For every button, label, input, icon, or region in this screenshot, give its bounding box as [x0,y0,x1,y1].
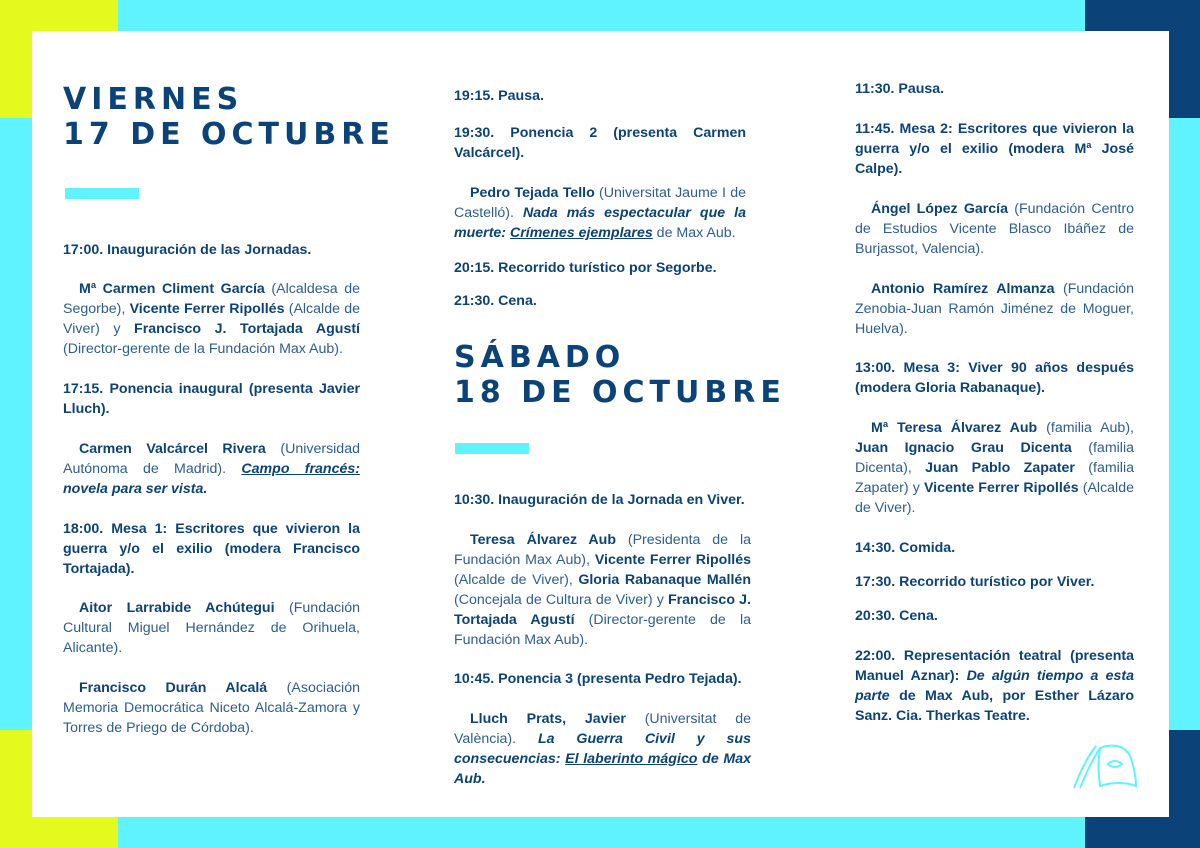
saturday-accent-bar [455,443,529,454]
event-ponencia-inaugural-speaker: Carmen Valcárcel Rivera (Universidad Autónoma de Madrid). Campo francés: novela para ser vista. [63,441,360,497]
event-ponencia-3-speaker: Lluch Prats, Javier (Universitat de València). La Guerra Civil y sus consecuencias: El laberinto mágico de Max Aub. [454,711,752,787]
event-recorrido-viver: 17:30. Recorrido turístico por Viver. [855,574,1095,590]
friday-accent-bar [65,188,139,199]
event-mesa-1: 18:00. Mesa 1: Escritores que vivieron la guerra y/o el exilio (modera Francisco Tortajada). [63,521,360,577]
friday-title: VIERNES 17 DE OCTUBRE [63,82,395,152]
event-recorrido-segorbe: 20:15. Recorrido turístico por Segorbe. [454,260,717,276]
event-mesa-2: 11:45. Mesa 2: Escritores que vivieron la guerra y/o el exilio (modera Mª José Calpe). [855,121,1134,177]
event-mesa-2-speaker-1: Ángel López García (Fundación Centro de Estudios Vicente Blasco Ibáñez de Burjassot, Valencia). [855,201,1134,257]
event-ponencia-2-speaker: Pedro Tejada Tello (Universitat Jaume I de Castelló). Nada más espectacular que la muerte: Crímenes ejemplares de Max Aub. [454,185,746,241]
event-pausa-1915: 19:15. Pausa. [454,88,544,104]
event-cena-2030: 20:30. Cena. [855,608,938,624]
event-inauguracion-speakers: Mª Carmen Climent García (Alcaldesa de Segorbe), Vicente Ferrer Ripollés (Alcalde de Viver) y Francisco J. Tortajada Agustí (Director-gerente de la Fundación Max Aub). [63,281,361,357]
event-comida: 14:30. Comida. [855,540,956,556]
event-representacion-teatral: 22:00. Representación teatral (presenta Manuel Aznar): De algún tiempo a esta parte de Max Aub, por Esther Lázaro Sanz. Cia. Therkas Teatre. [855,648,1134,724]
max-aub-signature-icon [1070,742,1142,792]
event-pausa-1130: 11:30. Pausa. [855,81,945,97]
event-inauguracion-viver: 10:30. Inauguración de la Jornada en Viver. [454,492,745,508]
event-ponencia-2: 19:30. Ponencia 2 (presenta Carmen Valcárcel). [454,125,746,161]
event-mesa-3: 13:00. Mesa 3: Viver 90 años después (modera Gloria Rabanaque). [855,360,1134,396]
event-inauguracion-viver-speakers: Teresa Álvarez Aub (Presidenta de la Fundación Max Aub), Vicente Ferrer Ripollés (Alcalde de Viver), Gloria Rabanaque Mallén (Concejala de Cultura de Viver) y Francisco J. Tortajada Agustí (Director-gerente de la Fundación Max Aub). [454,532,751,648]
event-mesa-1-speaker-1: Aitor Larrabide Achútegui (Fundación Cultural Miguel Hernández de Orihuela, Alicante). [63,600,361,656]
event-ponencia-inaugural: 17:15. Ponencia inaugural (presenta Javier Lluch). [63,381,360,417]
event-mesa-3-speakers: Mª Teresa Álvarez Aub (familia Aub), Juan Ignacio Grau Dicenta (familia Dicenta), Juan Pablo Zapater (familia Zapater) y Vicente Ferrer Ripollés (Alcalde de Viver). [855,420,1135,516]
event-mesa-2-speaker-2: Antonio Ramírez Almanza (Fundación Zenobia-Juan Ramón Jiménez de Moguer, Huelva). [855,281,1134,337]
event-mesa-1-speaker-2: Francisco Durán Alcalá (Asociación Memoria Democrática Niceto Alcalá-Zamora y Torres de Priego de Córdoba). [63,680,360,736]
saturday-title: SÁBADO 18 DE OCTUBRE [454,340,786,410]
event-inauguracion: 17:00. Inauguración de las Jornadas. [63,242,312,258]
event-ponencia-3: 10:45. Ponencia 3 (presenta Pedro Tejada). [454,671,742,687]
event-cena-2130: 21:30. Cena. [454,293,537,309]
